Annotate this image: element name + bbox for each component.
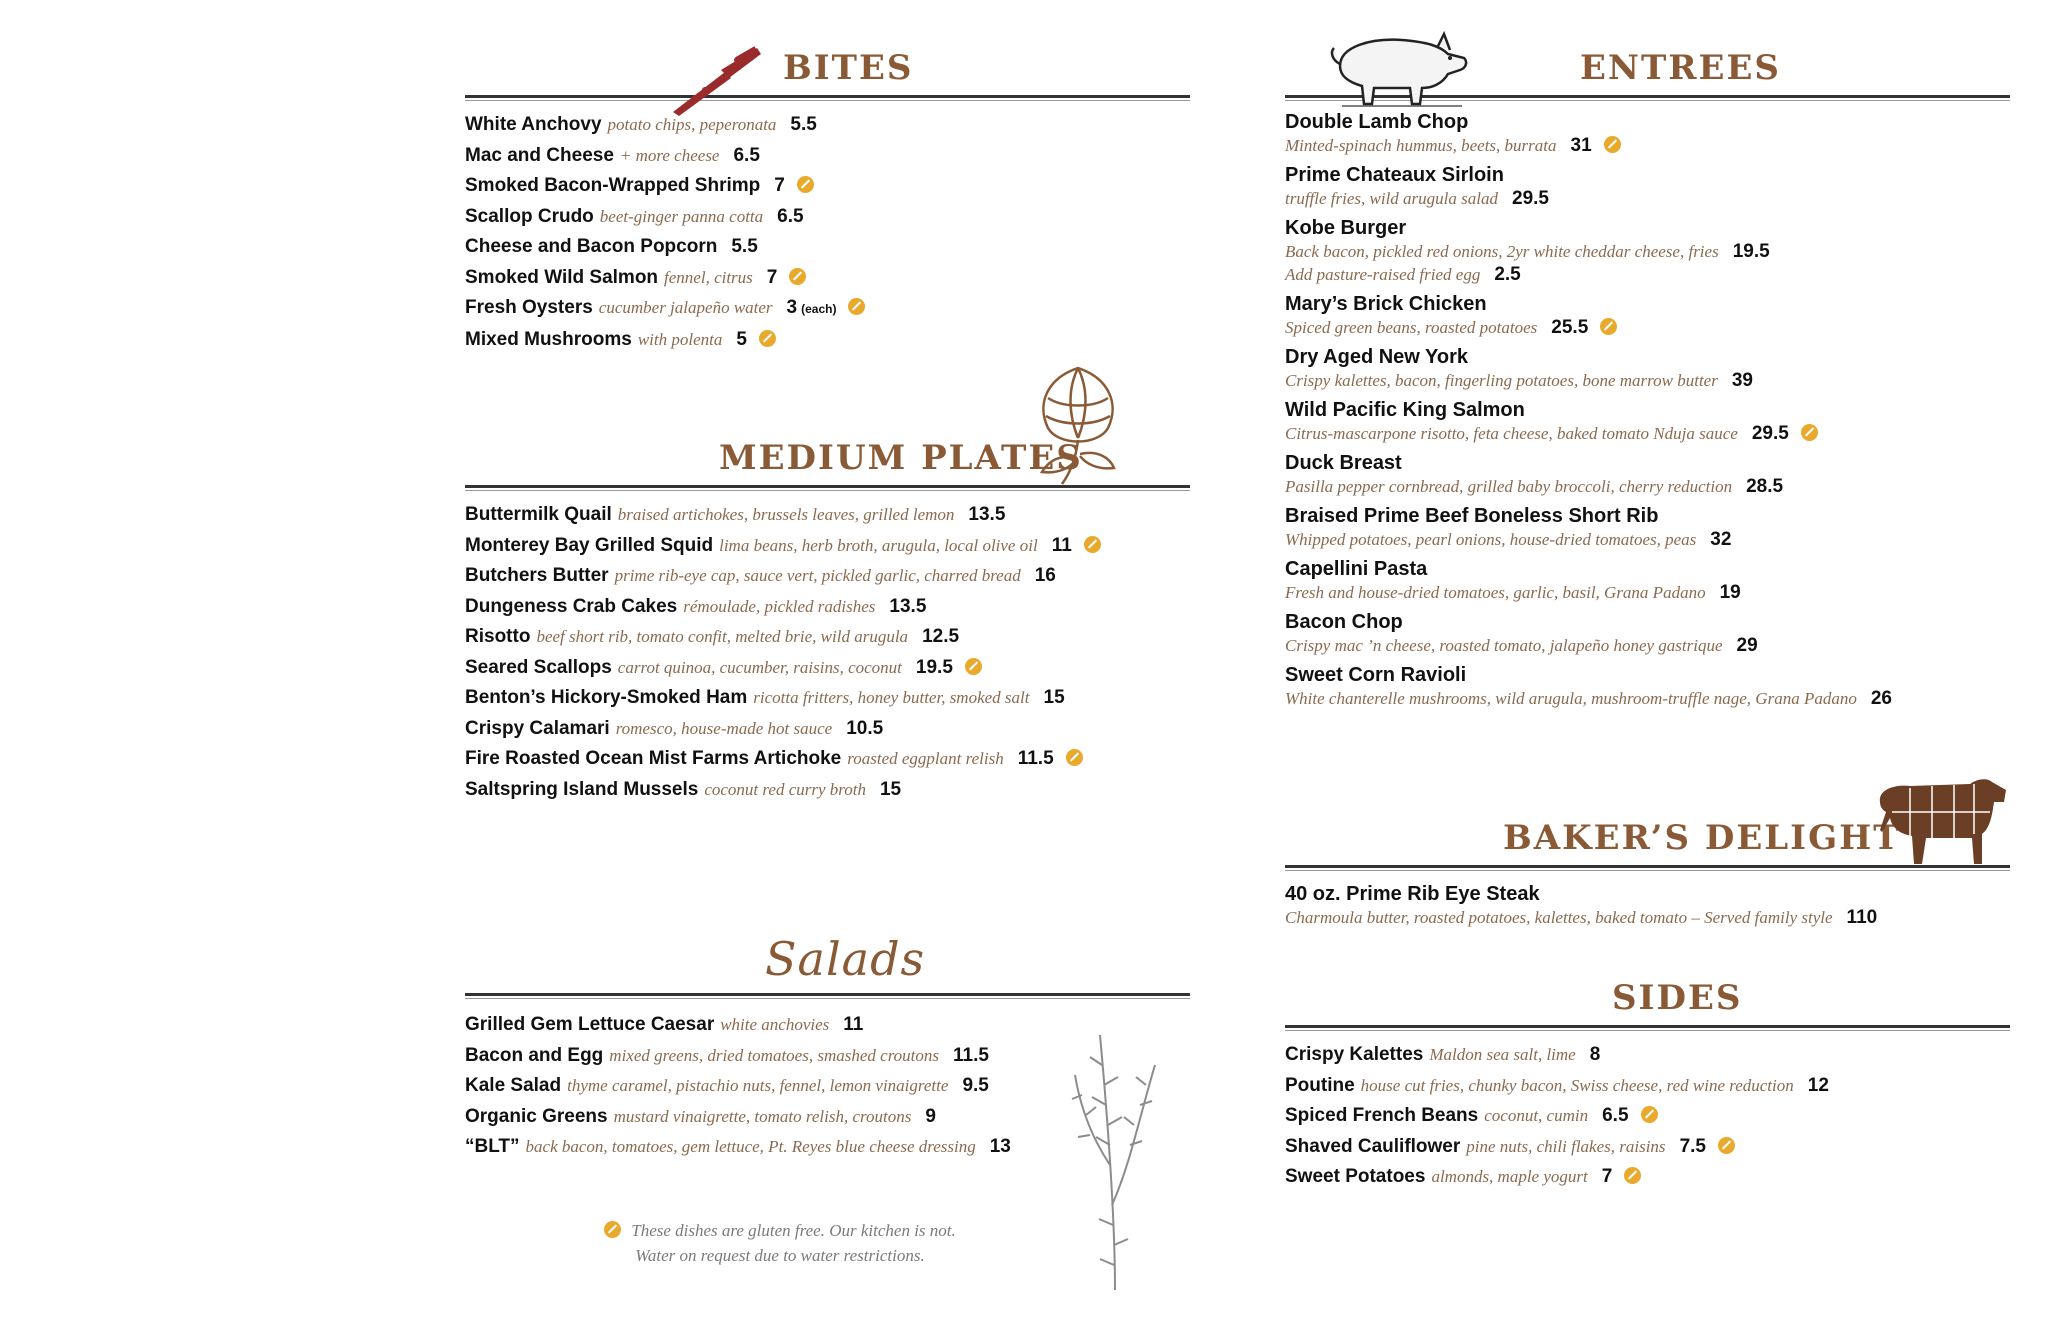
menu-item	[1285, 398, 2010, 445]
entrees-section	[1285, 38, 2010, 716]
item-description: fennel, citrus	[664, 267, 753, 287]
item-price: 13.5	[889, 595, 927, 617]
item-description: white anchovies	[720, 1015, 830, 1034]
item-name: Kale Salad	[465, 1075, 562, 1096]
item-price: 29.5	[1751, 423, 1789, 444]
item-description: ricotta fritters, honey butter, smoked salt	[753, 688, 1030, 707]
item-price: 7	[766, 266, 778, 288]
gluten-free-icon	[1641, 1106, 1658, 1123]
item-detail-line	[1285, 187, 2010, 210]
item-name: Fresh Oysters	[465, 297, 593, 318]
bakers-delight-list	[1285, 882, 2010, 929]
item-detail-line	[1285, 581, 2010, 604]
menu-item	[465, 171, 1190, 202]
item-price: 12	[1807, 1074, 1829, 1096]
item-price: 11.5	[953, 1044, 989, 1066]
item-name: Prime Chateaux Sirloin	[1285, 164, 1504, 186]
item-name: Braised Prime Beef Boneless Short Rib	[1285, 505, 1659, 527]
item-description: mustard vinaigrette, tomato relish, croutons	[613, 1106, 912, 1126]
menu-item	[465, 500, 1190, 531]
item-description: with polenta	[637, 329, 723, 349]
item-name: Bacon and Egg	[465, 1044, 604, 1066]
item-description: back bacon, tomatoes, gem lettuce, Pt. Reyes blue cheese dressing	[525, 1137, 976, 1156]
pig-icon	[1322, 24, 1472, 112]
item-price: 11	[843, 1014, 864, 1035]
item-price: 7.5	[1679, 1135, 1706, 1157]
item-price: 39	[1731, 370, 1753, 391]
item-price: 19	[1719, 582, 1741, 603]
menu-item	[465, 325, 1190, 356]
bites-section	[465, 38, 1190, 355]
item-name: Mixed Mushrooms	[465, 328, 632, 350]
menu-item	[465, 653, 1190, 684]
menu-item	[1285, 1040, 2010, 1071]
item-price: 5.5	[790, 114, 817, 135]
item-price: 9.5	[962, 1075, 989, 1096]
item-description: coconut red curry broth	[704, 779, 866, 799]
item-name: Seared Scallops	[465, 656, 612, 678]
item-price: 13.5	[968, 504, 1006, 525]
item-description: Add pasture-raised fried egg	[1285, 265, 1481, 284]
gluten-free-icon	[1600, 318, 1617, 335]
item-price: 110	[1846, 907, 1878, 928]
item-description: roasted eggplant relish	[847, 749, 1004, 768]
item-name: Dungeness Crab Cakes	[465, 595, 678, 617]
item-description: cucumber jalapeño water	[598, 298, 773, 317]
note-line-1: These dishes are gluten free. Our kitchen is not.	[631, 1221, 956, 1240]
item-detail-line	[1285, 528, 2010, 551]
item-description: + more cheese	[619, 145, 720, 165]
gluten-free-icon	[848, 298, 865, 315]
bites-title: BITES	[783, 48, 914, 88]
item-name: Smoked Bacon-Wrapped Shrimp	[465, 175, 761, 196]
item-detail-line	[1285, 906, 2010, 929]
menu-item	[1285, 110, 2010, 157]
menu-item	[1285, 557, 2010, 604]
item-name: Organic Greens	[465, 1105, 608, 1127]
item-name: Wild Pacific King Salmon	[1285, 399, 1525, 421]
item-detail-line	[1285, 316, 2010, 339]
item-price: 31	[1570, 135, 1592, 156]
item-name: Bacon Chop	[1285, 611, 1403, 633]
medium-plates-list	[465, 500, 1190, 805]
bites-list	[465, 110, 1190, 355]
item-name: Kobe Burger	[1285, 217, 1407, 239]
item-description: house cut fries, chunky bacon, Swiss cheese, red wine reduction	[1360, 1075, 1794, 1095]
item-price: 7	[774, 175, 785, 196]
item-name: Grilled Gem Lettuce Caesar	[465, 1014, 715, 1035]
menu-item	[465, 293, 1190, 325]
item-price: 13	[989, 1136, 1011, 1157]
menu-item	[465, 141, 1190, 172]
menu-item	[465, 110, 1190, 141]
menu-item	[465, 531, 1190, 562]
item-description: Spiced green beans, roasted potatoes	[1285, 318, 1538, 337]
menu-item	[465, 714, 1190, 745]
gluten-free-icon	[1066, 749, 1083, 766]
item-description: braised artichokes, brussels leaves, grilled lemon	[617, 505, 955, 524]
item-description: coconut, cumin	[1484, 1106, 1589, 1125]
item-name: Poutine	[1285, 1074, 1355, 1096]
entrees-title: ENTREES	[1580, 48, 1781, 88]
item-description: beet-ginger panna cotta	[599, 206, 764, 226]
entrees-list	[1285, 110, 2010, 710]
menu-item	[465, 622, 1190, 653]
cow-icon	[1870, 772, 2010, 872]
item-description: Back bacon, pickled red onions, 2yr white cheddar cheese, fries	[1285, 242, 1719, 261]
menu-item	[465, 263, 1190, 294]
item-price: 11	[1051, 534, 1072, 556]
gluten-free-icon	[759, 330, 776, 347]
menu-item	[1285, 163, 2010, 210]
item-name: Buttermilk Quail	[465, 504, 612, 525]
gluten-free-icon	[965, 658, 982, 675]
item-price: 15	[879, 778, 902, 800]
item-description: White chanterelle mushrooms, wild arugula, mushroom-truffle nage, Grana Padano	[1285, 689, 1857, 708]
item-description: romesco, house-made hot sauce	[615, 718, 833, 738]
item-detail-line	[1285, 240, 2010, 263]
item-description: beef short rib, tomato confit, melted brie, wild arugula	[536, 627, 909, 646]
item-name: Monterey Bay Grilled Squid	[465, 534, 714, 556]
sides-list	[1285, 1040, 2010, 1193]
menu-item	[1285, 504, 2010, 551]
item-description: potato chips, peperonata	[607, 115, 777, 134]
item-price: 6.5	[733, 144, 760, 166]
item-description: Minted-spinach hummus, beets, burrata	[1285, 136, 1557, 155]
gluten-free-note	[560, 1218, 1000, 1268]
herb-sprig-icon	[1060, 1025, 1170, 1295]
item-description: pine nuts, chili flakes, raisins	[1466, 1136, 1666, 1156]
item-description: Pasilla pepper cornbread, grilled baby broccoli, cherry reduction	[1285, 477, 1733, 496]
item-detail-line	[1285, 687, 2010, 710]
item-name: Shaved Cauliflower	[1285, 1135, 1461, 1157]
menu-item	[465, 592, 1190, 623]
menu-item	[1285, 1071, 2010, 1102]
gluten-free-icon	[789, 268, 806, 285]
menu-item	[465, 683, 1190, 714]
item-description: Citrus-mascarpone risotto, feta cheese, baked tomato Nduja sauce	[1285, 424, 1738, 443]
bakers-delight-title: BAKER’S DELIGHT	[1503, 818, 1901, 858]
menu-item	[1285, 1162, 2010, 1193]
item-name: Mary’s Brick Chicken	[1285, 293, 1487, 315]
item-description: rémoulade, pickled radishes	[683, 596, 876, 616]
gluten-free-icon	[1718, 1137, 1735, 1154]
item-name: Spiced French Beans	[1285, 1105, 1479, 1126]
item-detail-line	[1285, 263, 2010, 286]
item-detail-line	[1285, 369, 2010, 392]
menu-item	[1285, 292, 2010, 339]
item-name: Mac and Cheese	[465, 144, 614, 166]
section-rule	[465, 95, 1190, 98]
item-name: Butchers Butter	[465, 565, 609, 586]
menu-item	[465, 202, 1190, 233]
item-description: lima beans, herb broth, arugula, local olive oil	[719, 535, 1038, 555]
gluten-free-icon	[1801, 424, 1818, 441]
medium-plates-title: MEDIUM PLATES	[719, 438, 1083, 478]
menu-item	[465, 561, 1190, 592]
item-name: Crispy Calamari	[465, 717, 610, 739]
item-name: Fire Roasted Ocean Mist Farms Artichoke	[465, 748, 842, 769]
item-price: 19.5	[1732, 241, 1770, 262]
item-description: mixed greens, dried tomatoes, smashed croutons	[609, 1045, 940, 1065]
item-price: 5.5	[731, 236, 758, 257]
item-name: Crispy Kalettes	[1285, 1044, 1424, 1065]
item-detail-line	[1285, 634, 2010, 657]
item-name: Smoked Wild Salmon	[465, 266, 659, 288]
item-price: 25.5	[1551, 317, 1589, 338]
item-description: Crispy kalettes, bacon, fingerling potatoes, bone marrow butter	[1285, 371, 1718, 390]
item-price: 16	[1034, 565, 1056, 586]
item-price: 11.5	[1017, 748, 1054, 769]
menu-item	[465, 232, 1190, 263]
item-name: Duck Breast	[1285, 452, 1402, 474]
menu-item	[465, 775, 1190, 806]
item-name: Risotto	[465, 626, 531, 647]
menu-item	[1285, 663, 2010, 710]
sides-section	[1285, 968, 2010, 1193]
menu-item	[465, 744, 1190, 775]
item-price: 26	[1870, 688, 1892, 709]
item-price-unit: (each)	[801, 302, 837, 316]
item-price: 10.5	[846, 717, 884, 739]
gluten-free-icon	[1604, 136, 1621, 153]
artichoke-icon	[1018, 358, 1138, 488]
item-price: 6.5	[777, 205, 804, 227]
bites-header	[465, 38, 1190, 98]
item-description: thyme caramel, pistachio nuts, fennel, lemon vinaigrette	[567, 1076, 949, 1095]
item-detail-line	[1285, 134, 2010, 157]
item-price: 5	[736, 328, 747, 350]
section-rule	[465, 993, 1190, 996]
menu-item	[1285, 345, 2010, 392]
item-name: 40 oz. Prime Rib Eye Steak	[1285, 883, 1540, 905]
sides-header	[1285, 968, 2010, 1028]
item-description: truffle fries, wild arugula salad	[1285, 189, 1498, 208]
item-name: Dry Aged New York	[1285, 346, 1469, 368]
item-name: Sweet Potatoes	[1285, 1166, 1426, 1187]
item-name: White Anchovy	[465, 114, 602, 135]
item-price: 9	[925, 1105, 936, 1127]
item-name: Cheese and Bacon Popcorn	[465, 236, 718, 257]
item-description: Whipped potatoes, pearl onions, house-dried tomatoes, peas	[1285, 530, 1697, 549]
item-price: 15	[1043, 687, 1065, 708]
sides-title: SIDES	[1612, 978, 1743, 1018]
item-price: 7	[1601, 1166, 1613, 1187]
item-detail-line	[1285, 475, 2010, 498]
item-name: Saltspring Island Mussels	[465, 778, 699, 800]
gluten-free-icon	[1624, 1167, 1641, 1184]
item-description: almonds, maple yogurt	[1431, 1167, 1588, 1186]
item-name: “BLT”	[465, 1136, 520, 1157]
menu-item	[1285, 882, 2010, 929]
item-price: 8	[1589, 1044, 1601, 1065]
menu-item	[1285, 1132, 2010, 1163]
item-price: 29	[1736, 635, 1758, 656]
menu-item	[1285, 216, 2010, 286]
item-price: 3	[786, 297, 798, 318]
item-description: Maldon sea salt, lime	[1429, 1045, 1576, 1064]
item-price: 29.5	[1512, 188, 1549, 209]
item-price: 12.5	[922, 626, 960, 647]
item-description: Fresh and house-dried tomatoes, garlic, basil, Grana Padano	[1285, 583, 1706, 602]
fork-icon	[665, 46, 765, 118]
item-name: Capellini Pasta	[1285, 558, 1428, 580]
item-description: Crispy mac ’n cheese, roasted tomato, jalapeño honey gastrique	[1285, 636, 1723, 655]
gluten-free-icon	[1084, 536, 1101, 553]
item-detail-line	[1285, 422, 2010, 445]
item-price: 2.5	[1494, 264, 1521, 285]
item-description: carrot quinoa, cucumber, raisins, coconut	[617, 657, 902, 677]
item-name: Benton’s Hickory-Smoked Ham	[465, 687, 748, 708]
item-price: 28.5	[1746, 476, 1784, 497]
item-price: 32	[1710, 529, 1732, 550]
item-name: Scallop Crudo	[465, 205, 594, 227]
item-description: prime rib-eye cap, sauce vert, pickled garlic, charred bread	[614, 566, 1021, 585]
gluten-free-icon	[604, 1221, 621, 1238]
menu-item	[1285, 1101, 2010, 1132]
section-rule	[1285, 1025, 2010, 1028]
menu-item	[1285, 451, 2010, 498]
item-price: 6.5	[1602, 1105, 1629, 1126]
item-name: Sweet Corn Ravioli	[1285, 664, 1467, 686]
item-name: Double Lamb Chop	[1285, 111, 1469, 133]
gluten-free-icon	[797, 176, 814, 193]
salads-title: Salads	[765, 932, 926, 986]
item-price: 19.5	[915, 656, 953, 678]
salads-header	[465, 900, 1190, 996]
menu-item	[1285, 610, 2010, 657]
item-description: Charmoula butter, roasted potatoes, kalettes, baked tomato – Served family style	[1285, 908, 1833, 927]
note-line-2: Water on request due to water restrictions.	[635, 1246, 925, 1265]
